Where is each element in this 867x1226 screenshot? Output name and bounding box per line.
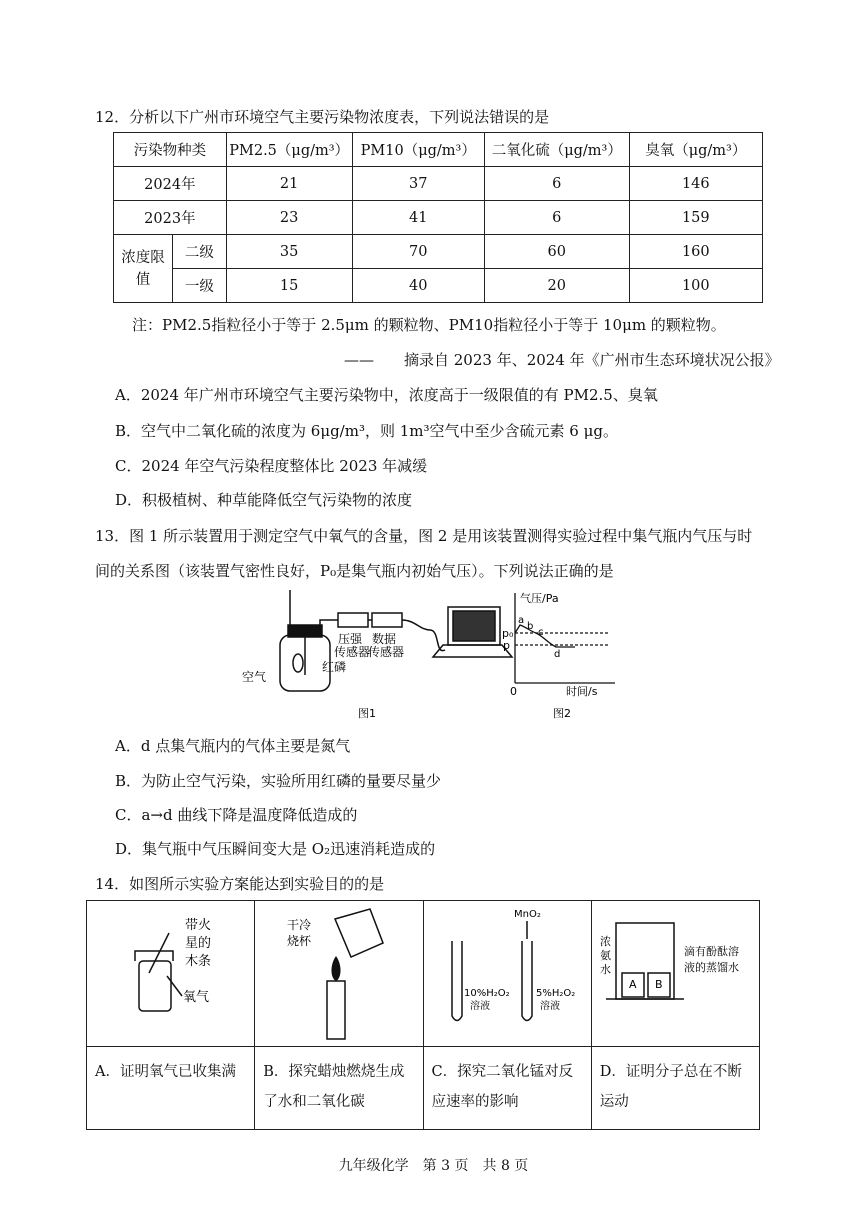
table-header: PM10（μg/m³） [352, 133, 484, 167]
q13-stem-line2: 间的关系图（该装置气密性良好，P₀是集气瓶内初始气压）。下列说法正确的是 [95, 562, 614, 580]
label-b1: 干冷 [287, 918, 312, 932]
table-cell: 37 [352, 167, 484, 201]
label-d-right1: 滴有酚酞溶 [683, 945, 739, 958]
table-cell: 20 [484, 269, 629, 303]
table-cell: 146 [629, 167, 762, 201]
row-label: 2023年 [114, 201, 227, 235]
table-header: 污染物种类 [114, 133, 227, 167]
label-d-left2: 氨 [599, 949, 611, 962]
table-row [114, 235, 763, 269]
q14-stem: 14．如图所示实验方案能达到实验目的的是 [95, 875, 385, 893]
limit-label: 浓度限值 [114, 235, 173, 303]
q14-option-b: B．探究蜡烛燃烧生成了水和二氧化碳 [255, 1047, 423, 1130]
q14-option-d: D．证明分子总在不断运动 [591, 1047, 759, 1130]
fig2-point-c: c [538, 627, 544, 638]
q14-option-a: A．证明氧气已收集满 [87, 1047, 255, 1130]
q12-option-b: B．空气中二氧化硫的浓度为 6μg/m³，则 1m³空气中至少含硫元素 6 μg。 [115, 422, 618, 440]
fig2-ylabel: 气压/Pa [520, 592, 559, 605]
fig2-point-a: a [518, 615, 525, 626]
fig1-sensor1-line2: 传感器 [334, 645, 371, 659]
label-d-left1: 浓 [599, 935, 611, 948]
row-label: 二级 [173, 235, 227, 269]
experiment-b-picture [255, 901, 423, 1047]
table-cell: 40 [352, 269, 484, 303]
fig2-origin: 0 [510, 685, 517, 698]
pollutant-table [113, 132, 763, 303]
q12-option-c: C．2024 年空气污染程度整体比 2023 年减缓 [115, 457, 428, 475]
experiment-pictures-row [87, 901, 760, 1047]
label-c-right2: 溶液 [539, 1001, 560, 1012]
q12-option-d: D．积极植树、种草能降低空气污染物的浓度 [115, 491, 413, 509]
table-cell: 35 [226, 235, 352, 269]
label-d-a: A [628, 978, 637, 991]
table-cell: 160 [629, 235, 762, 269]
experiment-options-row [87, 1047, 760, 1130]
table-cell: 6 [484, 167, 629, 201]
fig2-p: p [503, 639, 510, 652]
label-a4: 氧气 [183, 990, 210, 1005]
table-cell: 70 [352, 235, 484, 269]
q13-option-d: D．集气瓶中气压瞬间变大是 O₂迅速消耗造成的 [115, 840, 436, 858]
label-a1: 带火 [185, 918, 212, 933]
table-cell: 15 [226, 269, 352, 303]
label-a2: 星的 [185, 936, 212, 951]
row-label: 一级 [173, 269, 227, 303]
table-cell: 23 [226, 201, 352, 235]
label-b2: 烧杯 [287, 934, 312, 948]
experiment-c-picture [423, 901, 591, 1047]
fig1-air-label: 空气 [242, 670, 267, 684]
table-cell: 21 [226, 167, 352, 201]
q12-option-a: A．2024 年广州市环境空气主要污染物中，浓度高于一级限值的有 PM2.5、臭氧 [115, 386, 658, 404]
table-header: 臭氧（μg/m³） [629, 133, 762, 167]
q13-option-c: C．a→d 曲线下降是温度降低造成的 [115, 806, 358, 824]
table-row [114, 269, 763, 303]
row-label: 2024年 [114, 167, 227, 201]
experiment-d-picture [591, 901, 759, 1047]
q14-option-c: C．探究二氧化锰对反应速率的影响 [423, 1047, 591, 1130]
table-note: 注：PM2.5指粒径小于等于 2.5μm 的颗粒物、PM10指粒径小于等于 10μm 的颗粒物。 [132, 316, 726, 334]
fig1-sensor2-line2: 传感器 [368, 645, 405, 659]
table-source: —— 摘录自 2023 年、2024 年《广州市生态环境状况公报》 [344, 351, 780, 369]
label-c-mno2: MnO₂ [513, 909, 541, 920]
label-d-right2: 液的蒸馏水 [683, 961, 739, 974]
fig2-p0: p₀ [502, 627, 514, 640]
table-row [114, 201, 763, 235]
label-d-b: B [654, 978, 663, 991]
fig2-point-d: d [554, 649, 561, 660]
table-cell: 41 [352, 201, 484, 235]
experiment-table [86, 900, 760, 1130]
label-d-left3: 水 [599, 963, 611, 976]
label-a3: 木条 [185, 954, 212, 969]
table-cell: 6 [484, 201, 629, 235]
fig2-graph [515, 593, 615, 683]
q13-option-b: B．为防止空气污染，实验所用红磷的量要尽量少 [115, 772, 442, 790]
fig1-sensor1-line1: 压强 [338, 632, 363, 646]
fig1-phosphorus-label: 红磷 [322, 660, 347, 674]
label-c-left1: 10%H₂O₂ [463, 988, 510, 999]
flame-icon [332, 956, 341, 981]
fig2-caption: 图2 [553, 707, 571, 720]
oxygen-bottle-illustration [87, 901, 253, 1041]
test-tubes-illustration [424, 901, 590, 1041]
table-row [114, 167, 763, 201]
label-c-left2: 溶液 [469, 1001, 490, 1012]
table-cell: 159 [629, 201, 762, 235]
table-cell: 60 [484, 235, 629, 269]
q12-stem: 12．分析以下广州市环境空气主要污染物浓度表，下列说法错误的是 [95, 108, 550, 126]
fig2-point-b: b [527, 621, 534, 632]
candle-beaker-illustration [255, 901, 421, 1041]
fig1-caption: 图1 [358, 707, 376, 720]
page-footer: 九年级化学 第 3 页 共 8 页 [338, 1158, 529, 1174]
table-cell: 100 [629, 269, 762, 303]
q13-stem-line1: 13．图 1 所示装置用于测定空气中氧气的含量，图 2 是用该装置测得实验过程中集气瓶内气压与时 [95, 527, 753, 545]
q13-option-a: A．d 点集气瓶内的气体主要是氮气 [115, 737, 351, 755]
table-header: PM2.5（μg/m³） [226, 133, 352, 167]
table-header-row [114, 133, 763, 167]
label-c-right1: 5%H₂O₂ [535, 988, 575, 999]
fig2-xlabel: 时间/s [566, 685, 598, 698]
table-header: 二氧化硫（μg/m³） [484, 133, 629, 167]
q13-figures [230, 585, 650, 725]
fig1-sensor2-line1: 数据 [372, 632, 397, 646]
experiment-a-picture [87, 901, 255, 1047]
ammonia-beakers-illustration [592, 901, 758, 1041]
